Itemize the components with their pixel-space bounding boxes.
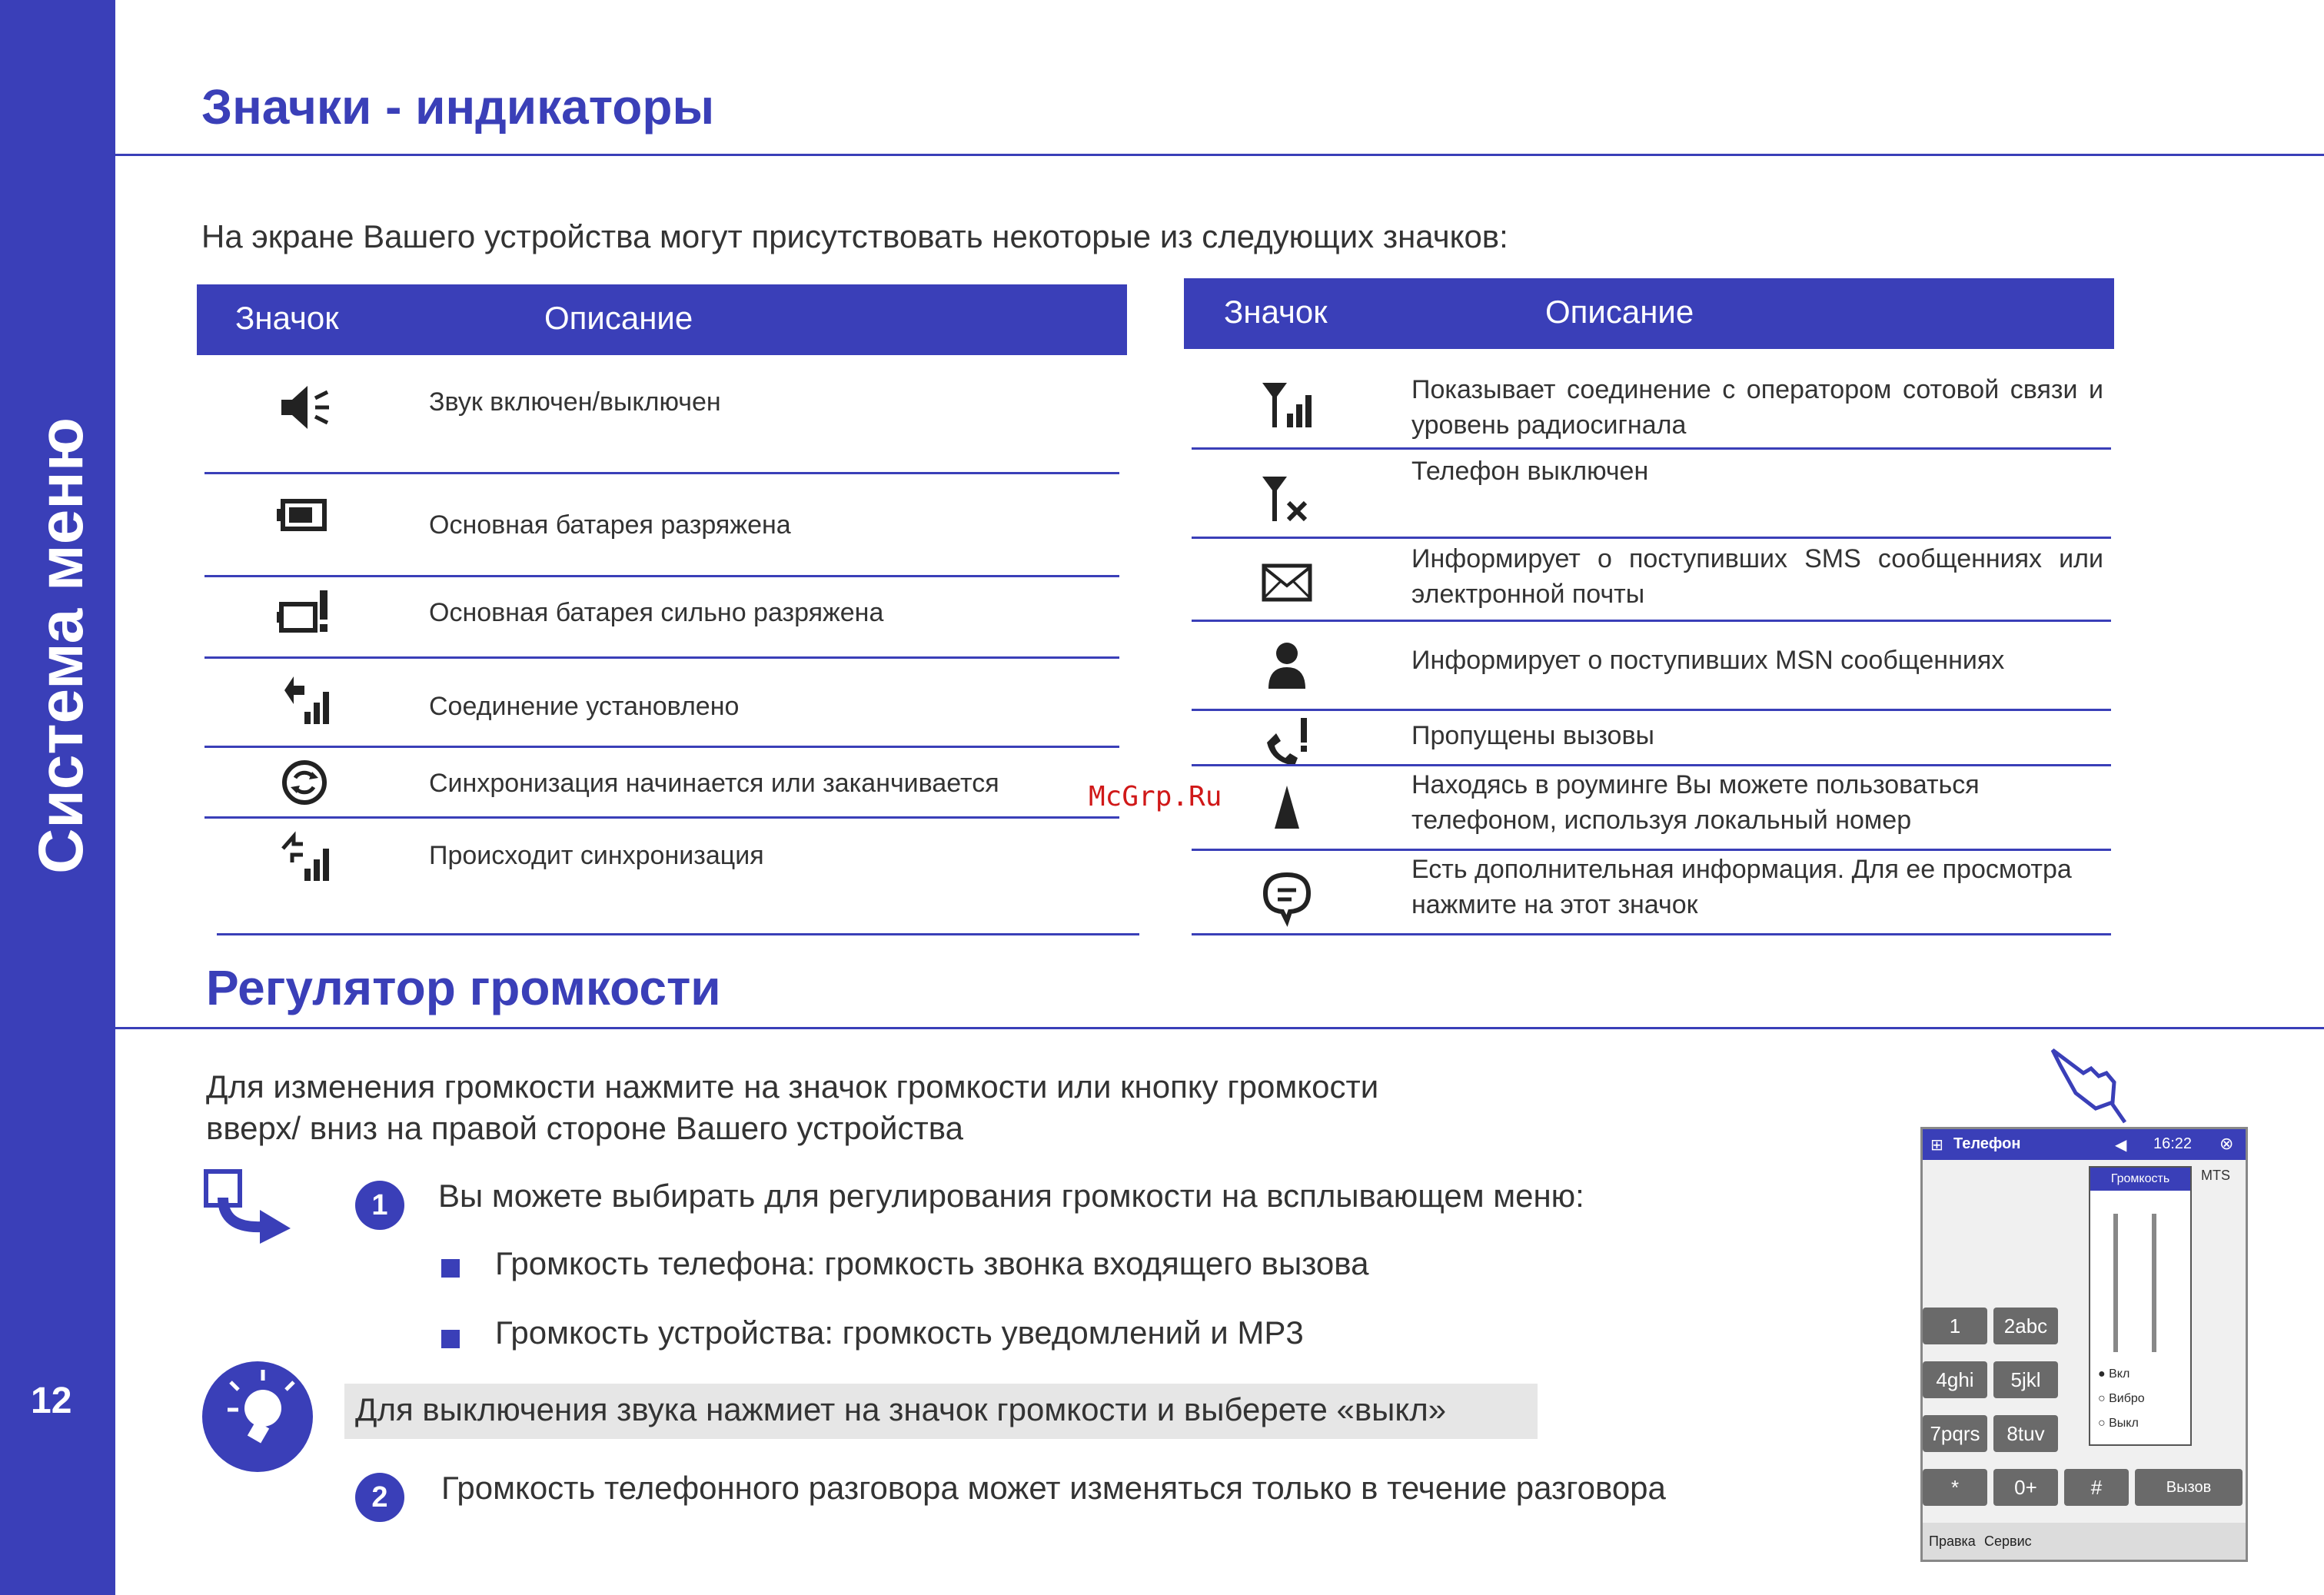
syncing-icon <box>274 826 335 887</box>
sidebar-title: Система меню <box>26 417 96 874</box>
table-header <box>197 284 1127 355</box>
volume-intro-line2: вверх/ вниз на правой стороне Вашего устройства <box>206 1110 963 1146</box>
key-0[interactable]: 0+ <box>1993 1469 2058 1506</box>
phone-off-icon <box>1256 467 1318 529</box>
bullet-device-volume: Громкость устройства: громкость уведомлений и MP3 <box>495 1314 1304 1351</box>
volume-status-icon[interactable]: ◀ <box>2115 1137 2127 1154</box>
key-star[interactable]: * <box>1923 1469 1987 1506</box>
row-description: Телефон выключен <box>1411 457 1649 486</box>
row-divider <box>1192 849 2111 851</box>
option-on-label: Вкл <box>2109 1367 2130 1381</box>
header-icon: Значок <box>1224 294 1328 330</box>
table-row <box>197 746 1127 818</box>
key-7[interactable]: 7pqrs <box>1923 1415 1987 1452</box>
key-4[interactable]: 4ghi <box>1923 1361 1987 1398</box>
table-row <box>197 658 1127 746</box>
row-description: Есть дополнительная информация. Для ее просмотра нажмите на этот значок <box>1411 855 2072 919</box>
battery-critical-icon <box>274 583 335 644</box>
row-description: Соединение установлено <box>429 692 740 721</box>
bullet-phone-volume: Громкость телефона: громкость звонка входящего вызова <box>495 1245 1369 1281</box>
phone-volume-slider[interactable] <box>2113 1214 2118 1352</box>
icons-section-title: Значки - индикаторы <box>201 79 715 135</box>
row-description: Информирует о поступивших SMS сообщенниях или электронной почты <box>1411 544 2103 609</box>
menu-service[interactable]: Сервис <box>1984 1534 2032 1549</box>
step-2-badge: 2 <box>355 1473 404 1522</box>
info-bubble-icon <box>1256 867 1318 929</box>
watermark: McGrp.Ru <box>1089 781 1222 812</box>
pointing-hand-icon <box>2045 1042 2130 1127</box>
page-number: 12 <box>31 1381 72 1421</box>
speaker-icon <box>274 377 335 438</box>
key-5[interactable]: 5jkl <box>1993 1361 2058 1398</box>
phone-app-title: Телефон <box>1953 1135 2021 1152</box>
icons-intro: На экране Вашего устройства могут присутствовать некоторые из следующих значков: <box>201 218 1508 254</box>
roaming-icon <box>1256 778 1318 839</box>
header-icon: Значок <box>235 300 339 336</box>
right-icon-table <box>1184 278 2114 932</box>
table-row <box>1184 363 2114 447</box>
option-off-label: Выкл <box>2109 1417 2139 1430</box>
note-arrow-icon <box>200 1167 300 1244</box>
key-hash[interactable]: # <box>2064 1469 2129 1506</box>
menu-edit[interactable]: Правка <box>1929 1534 1976 1549</box>
start-icon[interactable]: ⊞ <box>1930 1137 1943 1154</box>
row-divider <box>1192 620 2111 622</box>
row-description: Находясь в роуминге Вы можете пользоваться телефоном, используя локальный номер <box>1411 770 1980 835</box>
row-description: Показывает соединение с оператором сотовой связи и уровень радиосигнала <box>1411 375 2103 440</box>
section-rule <box>115 1027 2324 1029</box>
close-icon[interactable]: ⊗ <box>2219 1134 2234 1153</box>
phone-menubar <box>1923 1523 2246 1560</box>
header-desc: Описание <box>544 300 693 336</box>
row-description: Происходит синхронизация <box>429 841 764 870</box>
table-row <box>1184 767 2114 852</box>
header-desc: Описание <box>1545 294 1694 330</box>
key-1[interactable]: 1 <box>1923 1308 1987 1344</box>
device-volume-slider[interactable] <box>2152 1214 2156 1352</box>
step-2-text: Громкость телефонного разговора может изменяться только в течение разговора <box>441 1470 1666 1506</box>
table-header <box>1184 278 2114 349</box>
table-row <box>197 575 1127 658</box>
bullet-square <box>441 1259 460 1278</box>
volume-section-title: Регулятор громкости <box>206 960 721 1015</box>
step-1-badge: 1 <box>355 1181 404 1230</box>
left-icon-table <box>197 284 1127 938</box>
connection-icon <box>274 669 335 730</box>
row-divider <box>1192 933 2111 935</box>
sidebar <box>0 0 115 1595</box>
lightbulb-tip-icon <box>200 1359 315 1474</box>
row-description: Основная батарея разряжена <box>429 510 791 540</box>
step-1-text: Вы можете выбирать для регулирования громкости на всплывающем меню: <box>438 1178 1584 1214</box>
option-vibrate-label: Вибро <box>2109 1392 2145 1405</box>
key-8[interactable]: 8tuv <box>1993 1415 2058 1452</box>
option-on[interactable]: ● Вкл <box>2098 1367 2130 1381</box>
row-description: Синхронизация начинается или заканчивается <box>429 769 999 798</box>
volume-popup <box>2089 1166 2192 1446</box>
signal-icon <box>1256 374 1318 435</box>
battery-low-icon <box>274 484 335 546</box>
phone-keypad <box>1923 1160 2246 1521</box>
phone-operator: MTS <box>2201 1168 2230 1183</box>
bullet-square <box>441 1330 460 1348</box>
key-2[interactable]: 2abc <box>1993 1308 2058 1344</box>
table-row <box>1184 447 2114 538</box>
table-row <box>1184 709 2114 767</box>
row-description: Информирует о поступивших MSN сообщенниях <box>1411 646 2005 675</box>
section-rule <box>115 154 2324 156</box>
table-row <box>197 818 1127 938</box>
call-button[interactable]: Вызов <box>2135 1469 2243 1506</box>
envelope-icon <box>1256 552 1318 613</box>
tip-text: Для выключения звука нажмиет на значок громкости и выберете «выкл» <box>355 1391 1447 1427</box>
sync-icon <box>274 752 335 813</box>
table-row <box>1184 538 2114 623</box>
row-description: Пропущены вызовы <box>1411 721 1654 750</box>
table-row <box>197 477 1127 575</box>
phone-titlebar <box>1923 1129 2246 1160</box>
phone-time: 16:22 <box>2153 1135 2193 1152</box>
row-divider <box>217 933 1139 935</box>
volume-popup-title: Громкость <box>2090 1168 2190 1191</box>
msn-user-icon <box>1256 635 1318 696</box>
table-row <box>1184 852 2114 936</box>
row-divider <box>204 472 1119 474</box>
row-divider <box>1192 764 2111 766</box>
phone-screenshot <box>1920 1127 2248 1562</box>
row-description: Основная батарея сильно разряжена <box>429 598 884 627</box>
table-row <box>197 369 1127 477</box>
table-row <box>1184 623 2114 709</box>
row-description: Звук включен/выключен <box>429 387 721 417</box>
option-off[interactable]: ○ Выкл <box>2098 1417 2139 1430</box>
volume-intro-line1: Для изменения громкости нажмите на значок громкости или кнопку громкости <box>206 1068 1379 1105</box>
option-vibrate[interactable]: ○ Вибро <box>2098 1392 2145 1405</box>
